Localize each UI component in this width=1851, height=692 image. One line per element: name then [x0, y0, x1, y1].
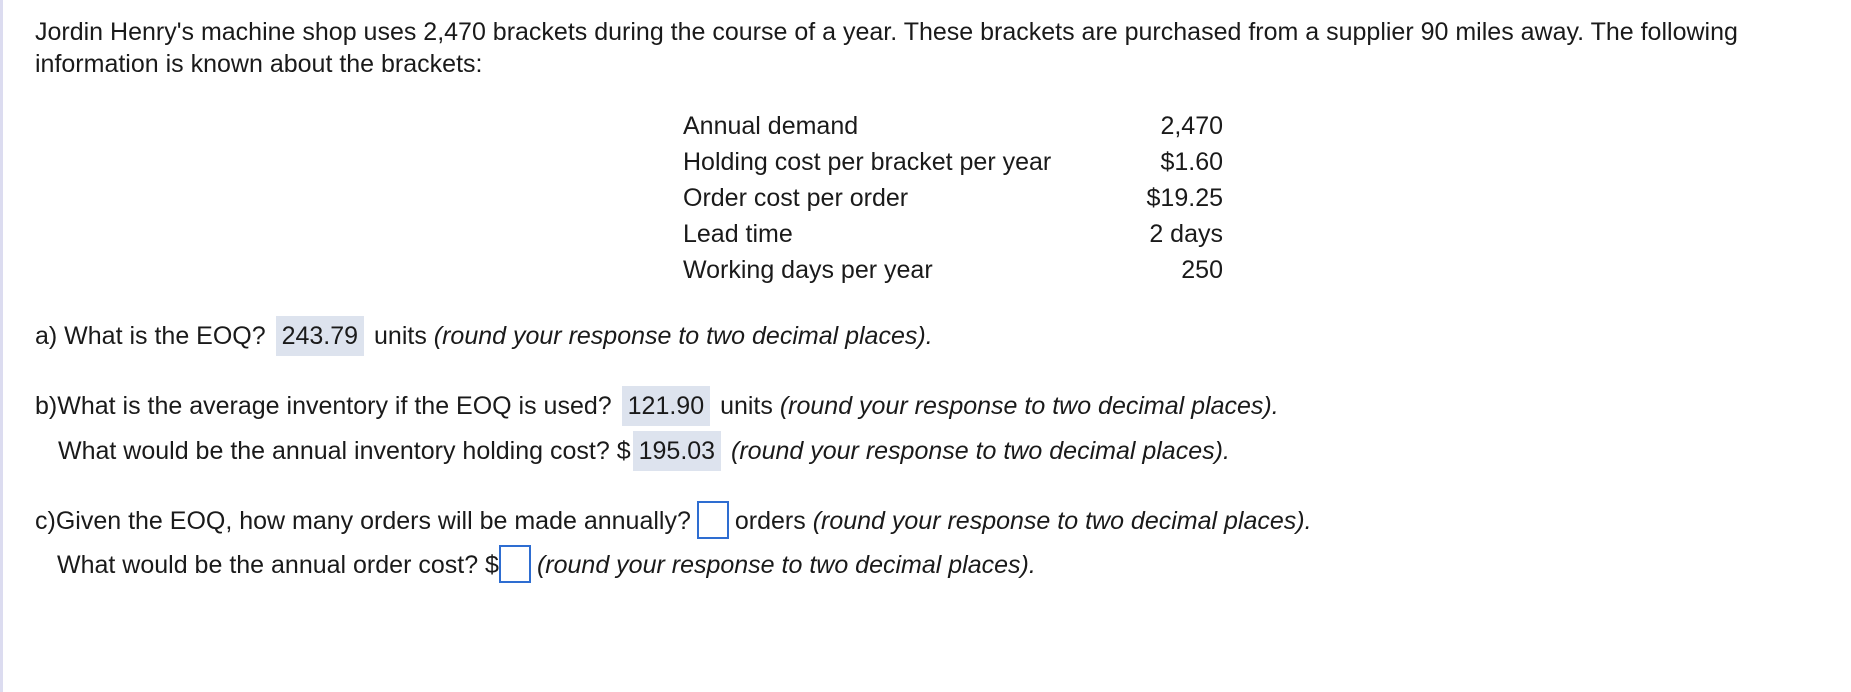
- table-row-value: 2,470: [1160, 112, 1223, 140]
- left-border: [0, 0, 3, 692]
- question-b1-hint: (round your response to two decimal places).: [779, 392, 1279, 420]
- question-c1-unit: orders: [734, 507, 806, 535]
- table-row-value: 2 days: [1149, 220, 1223, 248]
- table-row-value: 250: [1181, 256, 1223, 284]
- holding-cost-answer[interactable]: 195.03: [633, 431, 721, 471]
- table-row-label: Lead time: [683, 220, 793, 248]
- question-b1-prefix: b)What is the average inventory if the EOQ is used?: [35, 392, 612, 420]
- table-row: [683, 108, 1223, 144]
- table-row-label: Annual demand: [683, 112, 859, 140]
- bracket-info-table: [683, 108, 1223, 288]
- table-row-label: Holding cost per bracket per year: [683, 148, 1052, 176]
- table-row: [683, 216, 1223, 252]
- question-c2: [57, 545, 1036, 587]
- eoq-answer[interactable]: 243.79: [276, 316, 364, 356]
- table-row-value: $1.60: [1160, 148, 1223, 176]
- table-row: [683, 252, 1223, 288]
- question-b2-hint: (round your response to two decimal places).: [731, 437, 1230, 465]
- table-row-label: Order cost per order: [683, 184, 909, 212]
- question-a-hint: (round your response to two decimal places).: [433, 322, 933, 350]
- question-b1-unit: units: [720, 392, 773, 420]
- annual-order-cost-input[interactable]: [499, 545, 531, 583]
- problem-statement: Jordin Henry's machine shop uses 2,470 brackets during the course of a year. These brackets are purchased from a supplier 90 miles away. The following information is known about the brackets:: [35, 18, 1738, 78]
- table-row: [683, 144, 1223, 180]
- question-c1-hint: (round your response to two decimal places).: [812, 507, 1312, 535]
- average-inventory-answer[interactable]: 121.90: [622, 386, 710, 426]
- question-a: [35, 316, 933, 356]
- question-a-prefix: a) What is the EOQ?: [35, 322, 266, 350]
- question-b2: [58, 431, 1230, 471]
- orders-per-year-input[interactable]: [697, 501, 729, 539]
- table-row-label: Working days per year: [683, 256, 933, 284]
- question-c1: [35, 501, 1312, 543]
- question-b2-prefix: What would be the annual inventory holding cost? $: [58, 437, 631, 465]
- question-c1-prefix: c)Given the EOQ, how many orders will be made annually?: [35, 507, 691, 535]
- question-b1: [35, 386, 1279, 426]
- question-c2-hint: (round your response to two decimal places).: [536, 551, 1036, 579]
- table-row-value: $19.25: [1146, 184, 1223, 212]
- table-row: [683, 180, 1223, 216]
- question-a-unit: units: [374, 322, 427, 350]
- question-c2-prefix: What would be the annual order cost? $: [57, 551, 499, 579]
